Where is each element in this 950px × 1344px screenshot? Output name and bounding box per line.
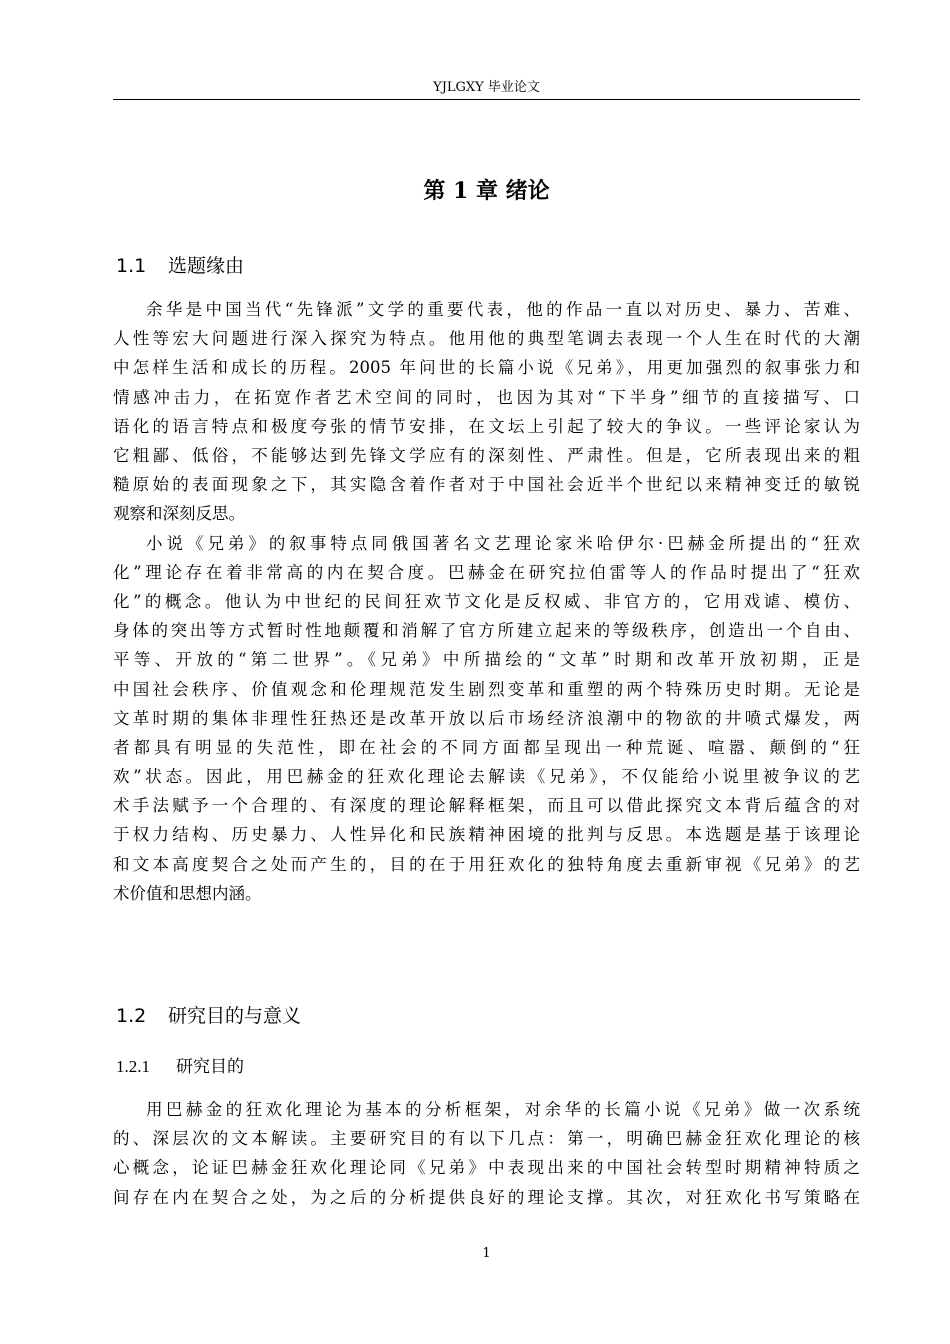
text-line: 糙原始的表面现象之下，其实隐含着作者对于中国社会近半个世纪以来精神变迁的敏锐 bbox=[113, 475, 860, 495]
text-line: 术手法赋予一个合理的、有深度的理论解释框架，而且可以借此探究文本背后蕴含的对 bbox=[113, 796, 860, 816]
section-title: 研究目的与意义 bbox=[168, 1005, 302, 1027]
text-line: 的、深层次的文本解读。主要研究目的有以下几点：第一，明确巴赫金狂欢化理论的核 bbox=[113, 1129, 860, 1149]
header-divider bbox=[113, 99, 860, 100]
running-header: YJLGXY 毕业论文 bbox=[433, 80, 540, 95]
text-line: 和文本高度契合之处而产生的，目的在于用狂欢化的独特角度去重新审视《兄弟》的艺 bbox=[113, 854, 860, 874]
text-line: 它粗鄙、低俗，不能够达到先锋文学应有的深刻性、严肃性。但是，它所表现出来的粗 bbox=[113, 445, 860, 465]
text-line: 人性等宏大问题进行深入探究为特点。他用他的典型笔调去表现一个人生在时代的大潮 bbox=[113, 329, 860, 349]
text-line: 心概念，论证巴赫金狂欢化理论同《兄弟》中表现出来的中国社会转型时期精神特质之 bbox=[113, 1158, 860, 1178]
text-line: 余华是中国当代“先锋派”文学的重要代表，他的作品一直以对历史、暴力、苦难、 bbox=[146, 300, 860, 319]
text-line: 平等、开放的“第二世界”。《兄弟》中所描绘的“文革”时期和改革开放初期，正是 bbox=[113, 650, 860, 670]
subsection-heading-1-2-1 bbox=[116, 1055, 244, 1079]
paragraph-1-1-a bbox=[113, 295, 860, 529]
text-line: 小说《兄弟》的叙事特点同俄国著名文艺理论家米哈伊尔·巴赫金所提出的“狂欢 bbox=[146, 533, 860, 553]
paragraph-1-2-1-a bbox=[113, 1095, 860, 1212]
section-number: 1.2 bbox=[116, 1005, 147, 1027]
text-line: 观察和深刻反思。 bbox=[113, 504, 245, 524]
subsection-title: 研究目的 bbox=[176, 1057, 244, 1077]
section-heading-1-1 bbox=[116, 253, 244, 279]
text-line: 欢”状态。因此，用巴赫金的狂欢化理论去解读《兄弟》，不仅能给小说里被争议的艺 bbox=[113, 767, 860, 787]
paragraph-1-1-b bbox=[113, 529, 860, 908]
text-line: 术价值和思想内涵。 bbox=[113, 883, 262, 903]
text-line: 语化的语言特点和极度夸张的情节安排，在文坛上引起了较大的争议。一些评论家认为 bbox=[113, 416, 860, 436]
section-title: 选题缘由 bbox=[168, 255, 245, 277]
section-number: 1.1 bbox=[116, 255, 147, 277]
text-line: 于权力结构、历史暴力、人性异化和民族精神困境的批判与反思。本选题是基于该理论 bbox=[113, 825, 860, 845]
text-line: 间存在内在契合之处，为之后的分析提供良好的理论支撑。其次，对狂欢化书写策略在 bbox=[113, 1187, 860, 1207]
text-line: 用巴赫金的狂欢化理论为基本的分析框架，对余华的长篇小说《兄弟》做一次系统 bbox=[146, 1100, 860, 1119]
section-heading-1-2 bbox=[116, 1003, 301, 1029]
text-line: 中国社会秩序、价值观念和伦理规范发生剧烈变革和重塑的两个特殊历史时期。无论是 bbox=[113, 679, 860, 699]
text-line: 身体的突出等方式暂时性地颠覆和消解了官方所建立起来的等级秩序，创造出一个自由、 bbox=[113, 621, 860, 641]
chapter-title: 第 1 章 绪论 bbox=[423, 178, 550, 204]
page-number: 1 bbox=[482, 1246, 491, 1261]
text-line: 中怎样生活和成长的历程。2005 年问世的长篇小说《兄弟》，用更加强烈的叙事张力和 bbox=[113, 358, 860, 378]
text-line: 化”的概念。他认为中世纪的民间狂欢节文化是反权威、非官方的，它用戏谑、模仿、 bbox=[113, 591, 860, 611]
text-line: 者都具有明显的失范性，即在社会的不同方面都呈现出一种荒诞、喧嚣、颠倒的“狂 bbox=[113, 737, 860, 757]
subsection-number: 1.2.1 bbox=[116, 1057, 150, 1076]
text-line: 文革时期的集体非理性狂热还是改革开放以后市场经济浪潮中的物欲的井喷式爆发，两 bbox=[113, 708, 860, 728]
text-line: 化”理论存在着非常高的内在契合度。巴赫金在研究拉伯雷等人的作品时提出了“狂欢 bbox=[113, 562, 860, 582]
text-line: 情感冲击力，在拓宽作者艺术空间的同时，也因为其对“下半身”细节的直接描写、口 bbox=[113, 387, 860, 407]
